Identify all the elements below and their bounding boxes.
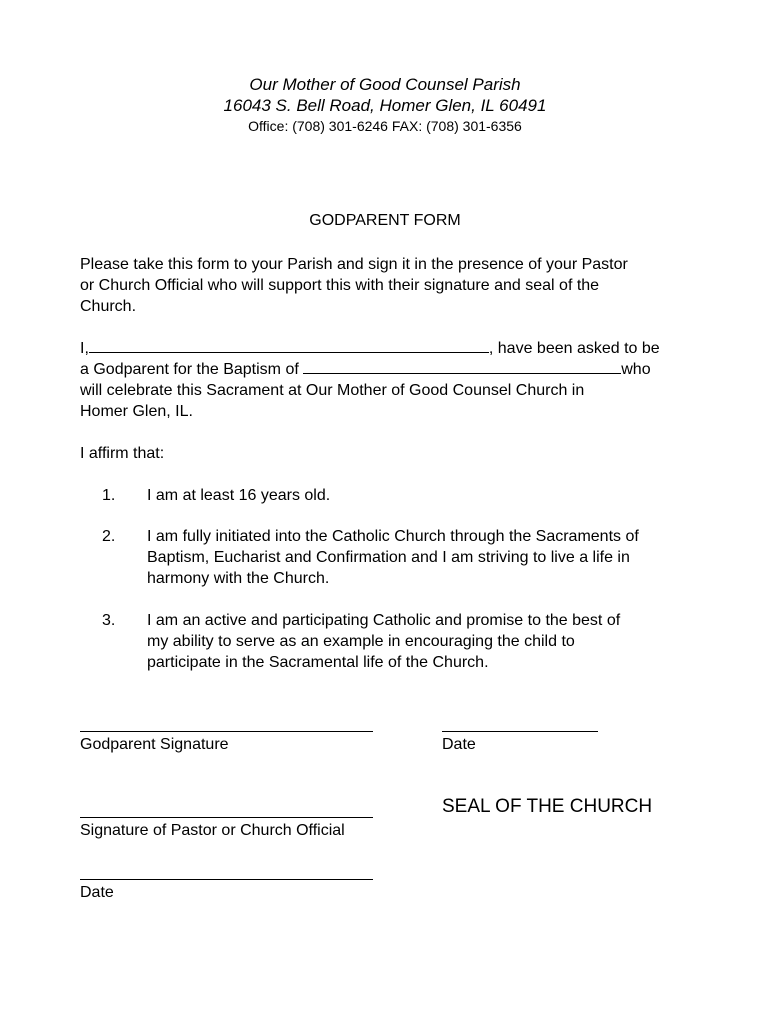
godparent-signature-label: Godparent Signature [80, 736, 229, 753]
godparent-name-field[interactable] [89, 338, 489, 353]
affirmation-3-line-1: I am an active and participating Catholic and promise to the best of [147, 612, 621, 629]
pastor-signature-line[interactable] [80, 817, 373, 818]
parish-address: 16043 S. Bell Road, Homer Glen, IL 60491 [223, 96, 547, 115]
statement-prefix: I, [80, 340, 89, 357]
affirmation-number-1: 1. [102, 487, 116, 504]
date-label-1: Date [442, 736, 476, 753]
parish-name: Our Mother of Good Counsel Parish [249, 75, 521, 94]
affirmation-2-line-2: Baptism, Eucharist and Confirmation and I am striving to live a life in [147, 549, 630, 566]
statement-line-4: Homer Glen, IL. [80, 403, 193, 420]
statement-line-3: will celebrate this Sacrament at Our Mother of Good Counsel Church in [80, 382, 585, 399]
date-line-2[interactable] [80, 879, 373, 880]
statement-asked: , have been asked to be [488, 340, 660, 357]
date-line-1[interactable] [442, 731, 598, 732]
intro-line-1: Please take this form to your Parish and sign it in the presence of your Pastor [80, 256, 628, 273]
statement-baptism: a Godparent for the Baptism of [80, 361, 299, 378]
statement-who: who [621, 361, 651, 378]
intro-line-3: Church. [80, 298, 137, 315]
date-label-2: Date [80, 884, 114, 901]
godparent-signature-line[interactable] [80, 731, 373, 732]
affirmation-number-2: 2. [102, 528, 116, 545]
statement-line-1 [80, 338, 660, 359]
parish-contact: Office: (708) 301-6246 FAX: (708) 301-6356 [248, 118, 522, 134]
affirmation-1-line-1: I am at least 16 years old. [147, 487, 331, 504]
affirmation-2-line-3: harmony with the Church. [147, 570, 330, 587]
affirmation-2-line-1: I am fully initiated into the Catholic Church through the Sacraments of [147, 528, 639, 545]
affirmation-3-line-2: my ability to serve as an example in encouraging the child to [147, 633, 575, 650]
child-name-field[interactable] [303, 359, 621, 374]
intro-line-2: or Church Official who will support this with their signature and seal of the [80, 277, 600, 294]
statement-line-2 [80, 359, 651, 380]
affirmation-number-3: 3. [102, 612, 116, 629]
seal-of-church-label: SEAL OF THE CHURCH [442, 796, 653, 817]
form-title: GODPARENT FORM [309, 212, 461, 229]
pastor-signature-label: Signature of Pastor or Church Official [80, 822, 345, 839]
affirm-label: I affirm that: [80, 445, 165, 462]
affirmation-3-line-3: participate in the Sacramental life of the Church. [147, 654, 489, 671]
